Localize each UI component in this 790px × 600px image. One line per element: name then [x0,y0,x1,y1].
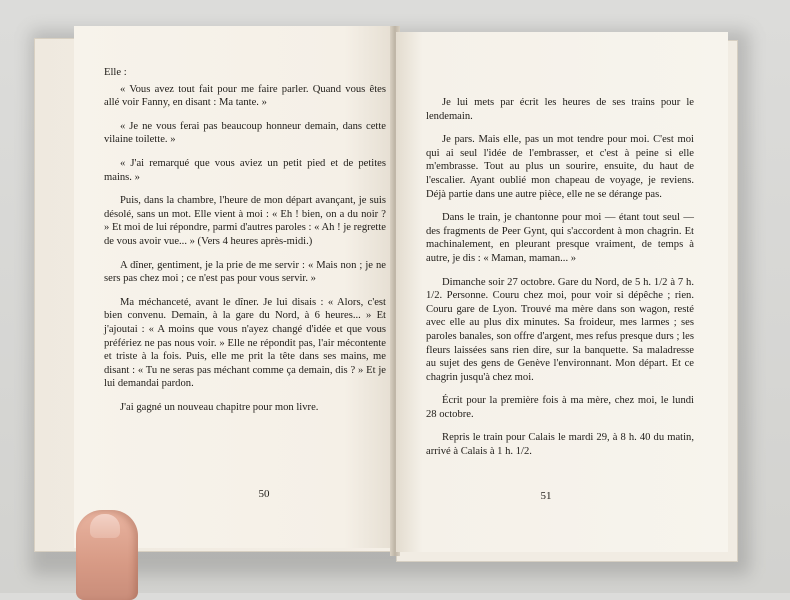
left-page-text [104,66,386,424]
paragraph: Puis, dans la chambre, l'heure de mon départ avançant, je suis désolé, sans un mot. Elle vient à moi : « Eh ! bien, on a du noir ? » Et moi de lui répondre, parmi d'autres paroles : « Ah ! je regrette de vous avoir vue... » (Vers 4 heures après-midi.) [104,195,386,247]
paragraph: Repris le train pour Calais le mardi 29, à 8 h. 40 du matin, arrivé à Calais à 1 h. 1/2. [426,432,694,458]
paragraph: Dimanche soir 27 octobre. Gare du Nord, de 5 h. 1/2 à 7 h. 1/2. Personne. Couru chez moi, pour voir si dépêche ; rien. Couru gare de Lyon. Trouvé ma mère dans son wagon, resté avec elle au plus dix minutes. Sa froideur, mes larmes ; ses paroles banales, son offre d'argent, mes refus presque durs ; les fleurs laissées sans rien dire, sur la banquette. Sa maladresse au sujet des gens de Genève l'environnant. Mon départ. Et ce chagrin jusqu'à chez moi. [426,276,694,383]
page-number: 51 [540,490,552,502]
page-number: 50 [258,488,270,500]
paragraph: « Je ne vous ferai pas beaucoup honneur demain, dans cette vilaine toilette. » [104,120,386,146]
paragraph: Écrit pour la première fois à ma mère, chez moi, le lundi 28 octobre. [426,395,694,420]
paragraph: Elle : [104,67,127,78]
paragraph: Je pars. Mais elle, pas un mot tendre pour moi. C'est moi qui ai seul l'idée de l'embrasser, et c'est à peine si elle m'embrasse. Tout au plus un sourire, ensuite, du haut de l'escalier. Ayant oublié mon chapeau de voyage, je reviens. Déjà partie dans une autre pièce, elle ne se dérange pas. [426,134,694,200]
thumb [76,510,138,600]
left-page [74,26,392,548]
thumbnail-nail [90,514,120,538]
paragraph: « J'ai remarqué que vous aviez un petit pied et de petites mains. » [104,157,386,183]
paragraph: Dans le train, je chantonne pour moi — étant tout seul — des fragments de Peer Gynt, qui s'accordent à mon chagrin. Et machinalement, en pleurant presque vraiment, de temps à autre, je dis : « Maman, maman... » [426,212,694,264]
paragraph: J'ai gagné un nouveau chapitre pour mon livre. [120,401,319,413]
right-page [396,32,728,552]
paragraph: « Vous avez tout fait pour me faire parler. Quand vous êtes allé voir Fanny, en disant : Ma tante. » [104,83,386,109]
right-page-text [426,96,694,469]
paragraph: Ma méchanceté, avant le dîner. Je lui disais : « Alors, c'est bien convenu. Demain, à la gare du Nord, à 6 heures... » Et j'ajoutai : « A moins que vous n'ayez changé d'idée et que vous préfériez ne pas nous voir. » Elle ne répondit pas, l'air mécontente et triste à la fois. Puis, elle me prit la tête dans ses mains, me disant : « Tu ne seras pas méchant comme ça demain, dis ? » Et je lui demandai pardon. [104,296,386,390]
paragraph: A dîner, gentiment, je la prie de me servir : « Mais non ; je ne sers pas chez moi ; ce n'est pas pour vous servir. » [104,259,386,285]
paragraph: Je lui mets par écrit les heures de ses trains pour le lendemain. [426,97,694,122]
